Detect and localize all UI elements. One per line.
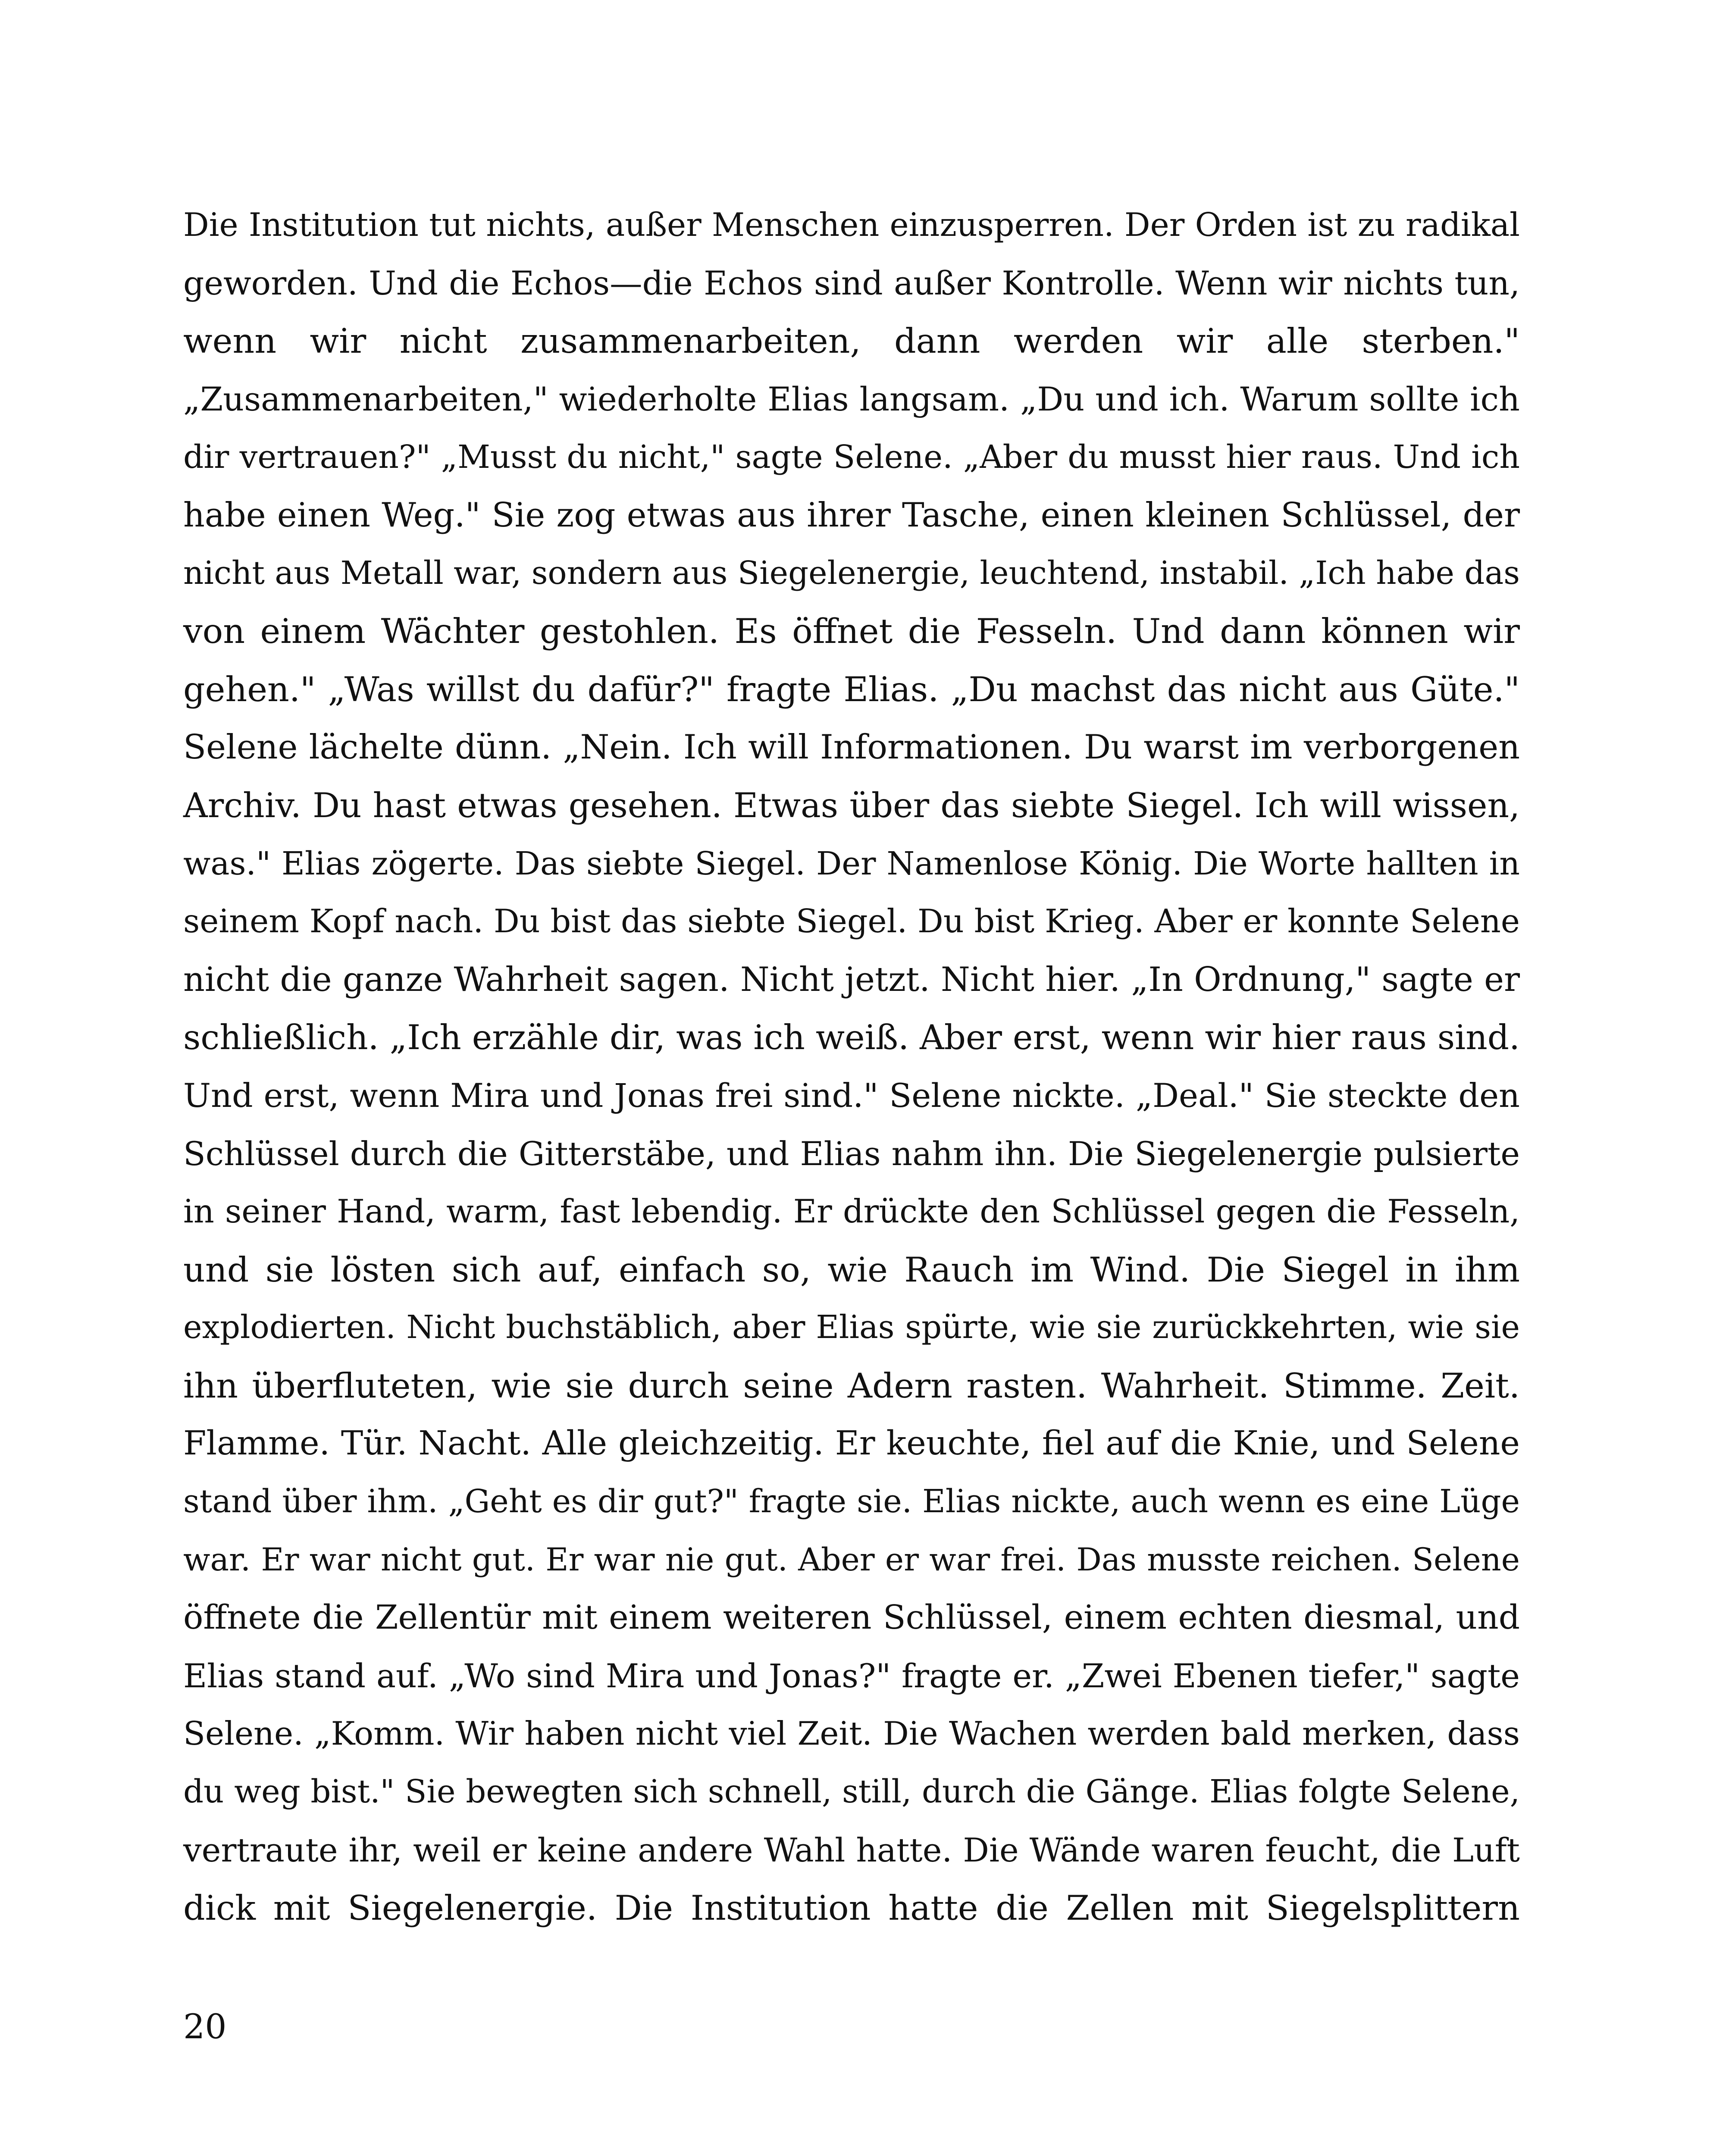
page-number: 20 — [183, 2007, 227, 2046]
text-line: geworden. Und die Echos—die Echos sind außer Kontrolle. Wenn wir nichts tun, — [183, 264, 1520, 302]
text-line: dir vertrauen?" „Musst du nicht," sagte Selene. „Aber du musst hier raus. Und ich — [183, 439, 1520, 476]
text-line: gehen." „Was willst du dafür?" fragte Elias. „Du machst das nicht aus Güte." — [183, 669, 1520, 709]
text-line: Selene lächelte dünn. „Nein. Ich will Informationen. Du warst im verborgenen — [183, 728, 1520, 767]
text-line: Schlüssel durch die Gitterstäbe, und Elias nahm ihn. Die Siegelenergie pulsierte — [183, 1134, 1520, 1173]
text-line: von einem Wächter gestohlen. Es öffnet die Fesseln. Und dann können wir — [183, 611, 1520, 652]
text-line: war. Er war nicht gut. Er war nie gut. Aber er war frei. Das musste reichen. Selene — [183, 1541, 1520, 1578]
text-line: Flamme. Tür. Nacht. Alle gleichzeitig. Er keuchte, fiel auf die Knie, und Selene — [183, 1424, 1520, 1463]
text-line: „Zusammenarbeiten," wiederholte Elias langsam. „Du und ich. Warum sollte ich — [183, 379, 1520, 418]
text-line: dick mit Siegelenergie. Die Institution hatte die Zellen mit Siegelsplittern — [183, 1888, 1520, 1928]
text-line: Archiv. Du hast etwas gesehen. Etwas über das siebte Siegel. Ich will wissen, — [183, 785, 1520, 825]
text-line: schließlich. „Ich erzähle dir, was ich weiß. Aber erst, wenn wir hier raus sind. — [183, 1018, 1520, 1058]
text-line: vertraute ihr, weil er keine andere Wahl hatte. Die Wände waren feucht, die Luft — [183, 1831, 1520, 1869]
text-line: öffnete die Zellentür mit einem weiteren Schlüssel, einem echten diesmal, und — [183, 1598, 1520, 1637]
text-line: habe einen Weg." Sie zog etwas aus ihrer Tasche, einen kleinen Schlüssel, der — [183, 495, 1520, 535]
text-line: nicht aus Metall war, sondern aus Siegelenergie, leuchtend, instabil. „Ich habe das — [183, 555, 1520, 592]
text-line: wenn wir nicht zusammenarbeiten, dann werden wir alle sterben." — [183, 321, 1520, 361]
text-line: Elias stand auf. „Wo sind Mira und Jonas?" fragte er. „Zwei Ebenen tiefer," sagte — [183, 1657, 1520, 1695]
text-line: was." Elias zögerte. Das siebte Siegel. Der Namenlose König. Die Worte hallten in — [183, 845, 1520, 882]
text-line: ihn überfluteten, wie sie durch seine Adern rasten. Wahrheit. Stimme. Zeit. — [183, 1366, 1520, 1406]
text-line: Selene. „Komm. Wir haben nicht viel Zeit. Die Wachen werden bald merken, dass — [183, 1715, 1520, 1753]
text-line: Die Institution tut nichts, außer Menschen einzusperren. Der Orden ist zu radikal — [183, 206, 1520, 244]
text-line: in seiner Hand, warm, fast lebendig. Er drückte den Schlüssel gegen die Fesseln, — [183, 1193, 1520, 1231]
text-line: nicht die ganze Wahrheit sagen. Nicht jetzt. Nicht hier. „In Ordnung," sagte er — [183, 960, 1520, 999]
text-line: explodierten. Nicht buchstäblich, aber Elias spürte, wie sie zurückkehrten, wie sie — [183, 1309, 1520, 1346]
text-line: und sie lösten sich auf, einfach so, wie Rauch im Wind. Die Siegel in ihm — [183, 1250, 1520, 1290]
text-line: seinem Kopf nach. Du bist das siebte Siegel. Du bist Krieg. Aber er konnte Selene — [183, 903, 1520, 940]
body-text — [183, 196, 1520, 1937]
text-line: Und erst, wenn Mira und Jonas frei sind." Selene nickte. „Deal." Sie steckte den — [183, 1076, 1520, 1115]
text-line: stand über ihm. „Geht es dir gut?" fragte sie. Elias nickte, auch wenn es eine Lüge — [183, 1483, 1520, 1520]
text-line: du weg bist." Sie bewegten sich schnell, still, durch die Gänge. Elias folgte Selene, — [183, 1774, 1520, 1811]
